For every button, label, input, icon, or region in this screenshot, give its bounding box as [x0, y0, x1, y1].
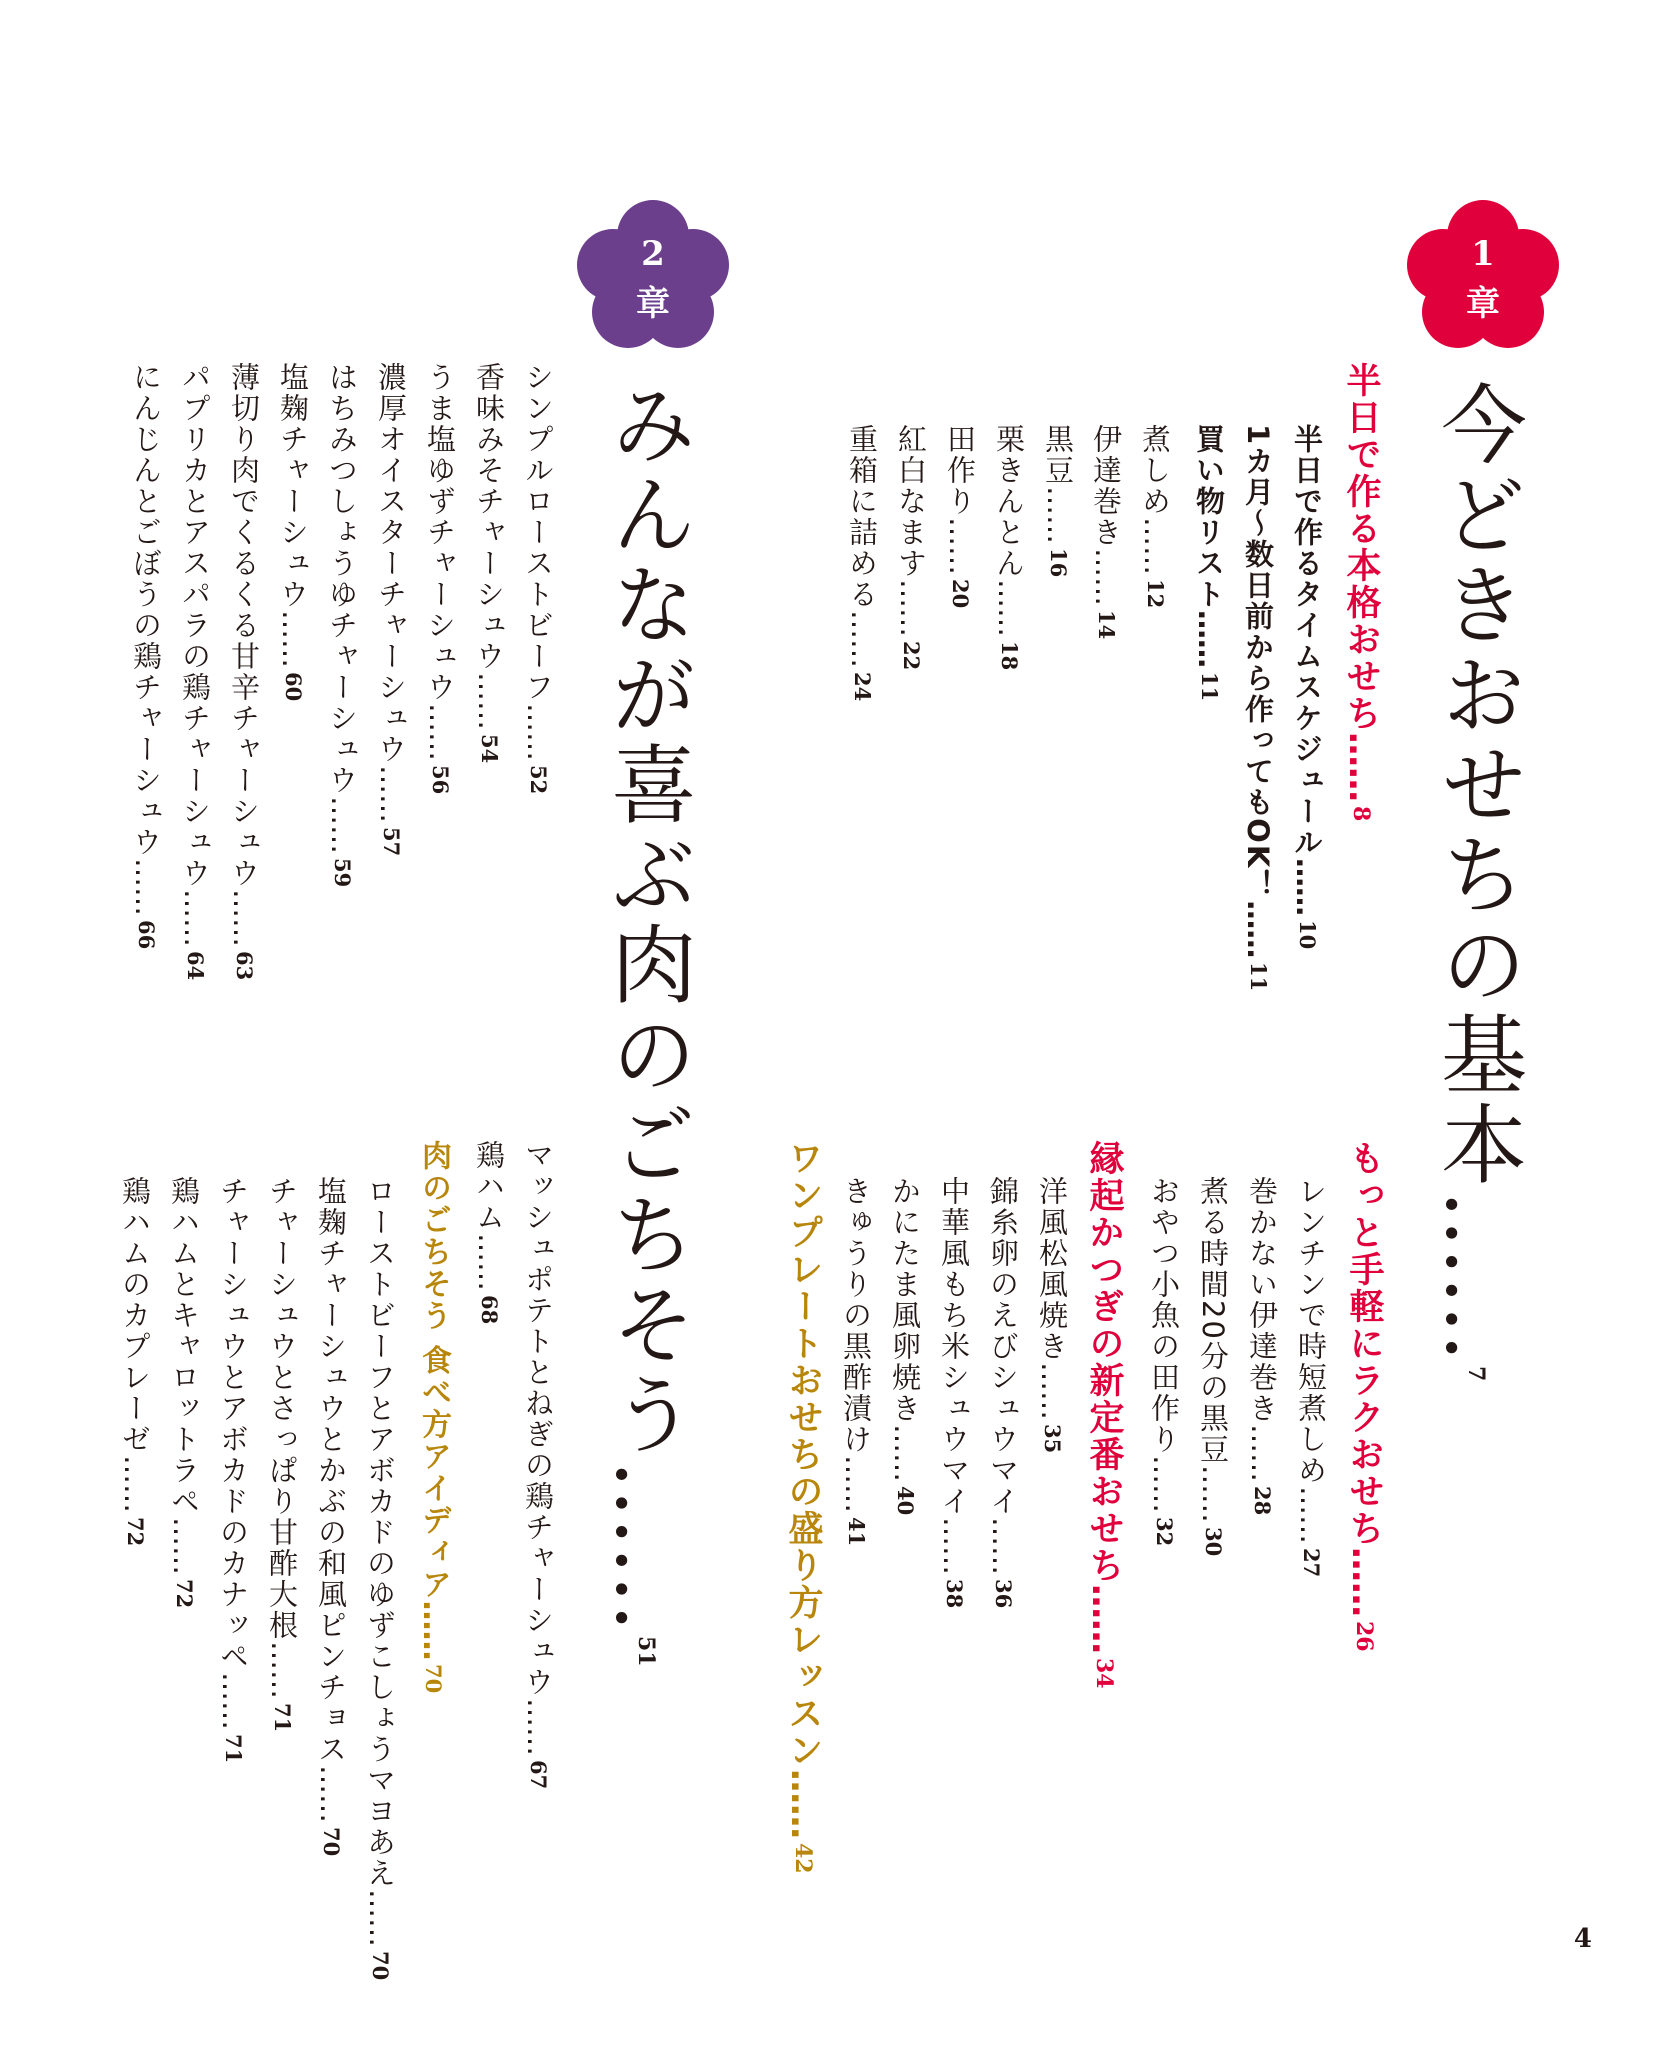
- chapter1-badge: [1403, 198, 1563, 358]
- toc-item[interactable]: はちみつしょうゆチャーシュウ……59: [325, 362, 359, 888]
- chapter1-number: 1: [1471, 234, 1495, 274]
- toc-item[interactable]: おやつ小魚の田作り……32: [1147, 1176, 1181, 1547]
- toc-item[interactable]: レンチンで時短煮しめ……27: [1294, 1176, 1328, 1578]
- toc-item[interactable]: 洋風松風焼き……35: [1035, 1176, 1069, 1454]
- toc-item[interactable]: 鶏ハム……68: [472, 1140, 506, 1325]
- toc-item[interactable]: 鶏ハムとキャロットラペ……72: [167, 1176, 201, 1609]
- toc-item[interactable]: 紅白なます……22: [894, 424, 928, 671]
- toc-item[interactable]: チャーシュウとさっぱり甘酢大根……71: [265, 1176, 299, 1733]
- section-title[interactable]: ワンプレートおせちの盛り方レッスン……42: [783, 1140, 823, 1874]
- toc-item[interactable]: チャーシュウとアボカドのカナッペ……71: [216, 1176, 250, 1764]
- toc-item[interactable]: 栗きんとん……18: [992, 424, 1026, 671]
- chapter2-badge: [573, 198, 733, 358]
- section-title[interactable]: 縁起かつぎの新定番おせち……34: [1084, 1140, 1124, 1689]
- toc-item[interactable]: シンプルローストビーフ……52: [521, 362, 555, 795]
- subsection-title[interactable]: 肉のごちそう 食べ方アイディア……70: [416, 1140, 451, 1694]
- chapter1-label: 章: [1466, 284, 1500, 324]
- toc-item[interactable]: かにたま風卵焼き……40: [888, 1176, 922, 1516]
- page-number: 4: [1573, 1924, 1592, 1954]
- toc-item[interactable]: マッシュポテトとねぎの鶏チャーシュウ……67: [521, 1140, 555, 1790]
- toc-item[interactable]: 半日で作るタイムスケジュール……10: [1290, 424, 1324, 950]
- toc-item[interactable]: うま塩ゆずチャーシュウ……56: [423, 362, 457, 795]
- toc-item[interactable]: 田作り……20: [943, 424, 977, 609]
- chapter2-number: 2: [641, 234, 665, 274]
- toc-item[interactable]: 煮る時間20分の黒豆……30: [1196, 1176, 1230, 1557]
- toc-item[interactable]: 塩麹チャーシュウとかぶの和風ピンチョス……70: [314, 1176, 348, 1857]
- toc-item[interactable]: 香味みそチャーシュウ……54: [472, 362, 506, 764]
- toc-item[interactable]: 濃厚オイスターチャーシュウ……57: [374, 362, 408, 857]
- toc-item[interactable]: 煮しめ……12: [1138, 424, 1172, 609]
- toc-item[interactable]: 伊達巻き……14: [1089, 424, 1123, 640]
- section-title[interactable]: もっと手軽にラクおせち……26: [1344, 1140, 1384, 1652]
- toc-item[interactable]: ローストビーフとアボカドのゆずこしょうマヨあえ……70: [363, 1176, 397, 1981]
- toc-item[interactable]: 黒豆……16: [1041, 424, 1075, 578]
- chapter1-title[interactable]: 今どきおせちの基本……7: [1426, 380, 1526, 1382]
- toc-item[interactable]: きゅうりの黒酢漬け……41: [839, 1176, 873, 1547]
- toc-item[interactable]: 塩麹チャーシュウ……60: [276, 362, 310, 702]
- toc-item[interactable]: 中華風もち米シュウマイ……38: [937, 1176, 971, 1609]
- toc-item[interactable]: 薄切り肉でくるくる甘辛チャーシュウ……63: [227, 362, 261, 981]
- toc-item[interactable]: 買い物リスト……11: [1192, 424, 1226, 702]
- chapter2-label: 章: [636, 284, 670, 324]
- toc-item[interactable]: 鶏ハムのカプレーゼ……72: [118, 1176, 152, 1547]
- toc-item[interactable]: 1カ月～数日前から作ってもOK！……11: [1241, 424, 1275, 992]
- section-title[interactable]: 半日で作る本格おせち……8: [1341, 362, 1381, 822]
- toc-item[interactable]: 重箱に詰める……24: [845, 424, 879, 702]
- toc-item[interactable]: 巻かない伊達巻き……28: [1245, 1176, 1279, 1516]
- chapter2-title[interactable]: みんなが喜ぶ肉のごちそう……51: [596, 380, 696, 1667]
- toc-item[interactable]: にんじんとごぼうの鶏チャーシュウ……66: [129, 362, 163, 950]
- toc-item[interactable]: パプリカとアスパラの鶏チャーシュウ……64: [178, 362, 212, 981]
- toc-item[interactable]: 錦糸卵のえびシュウマイ……36: [986, 1176, 1020, 1609]
